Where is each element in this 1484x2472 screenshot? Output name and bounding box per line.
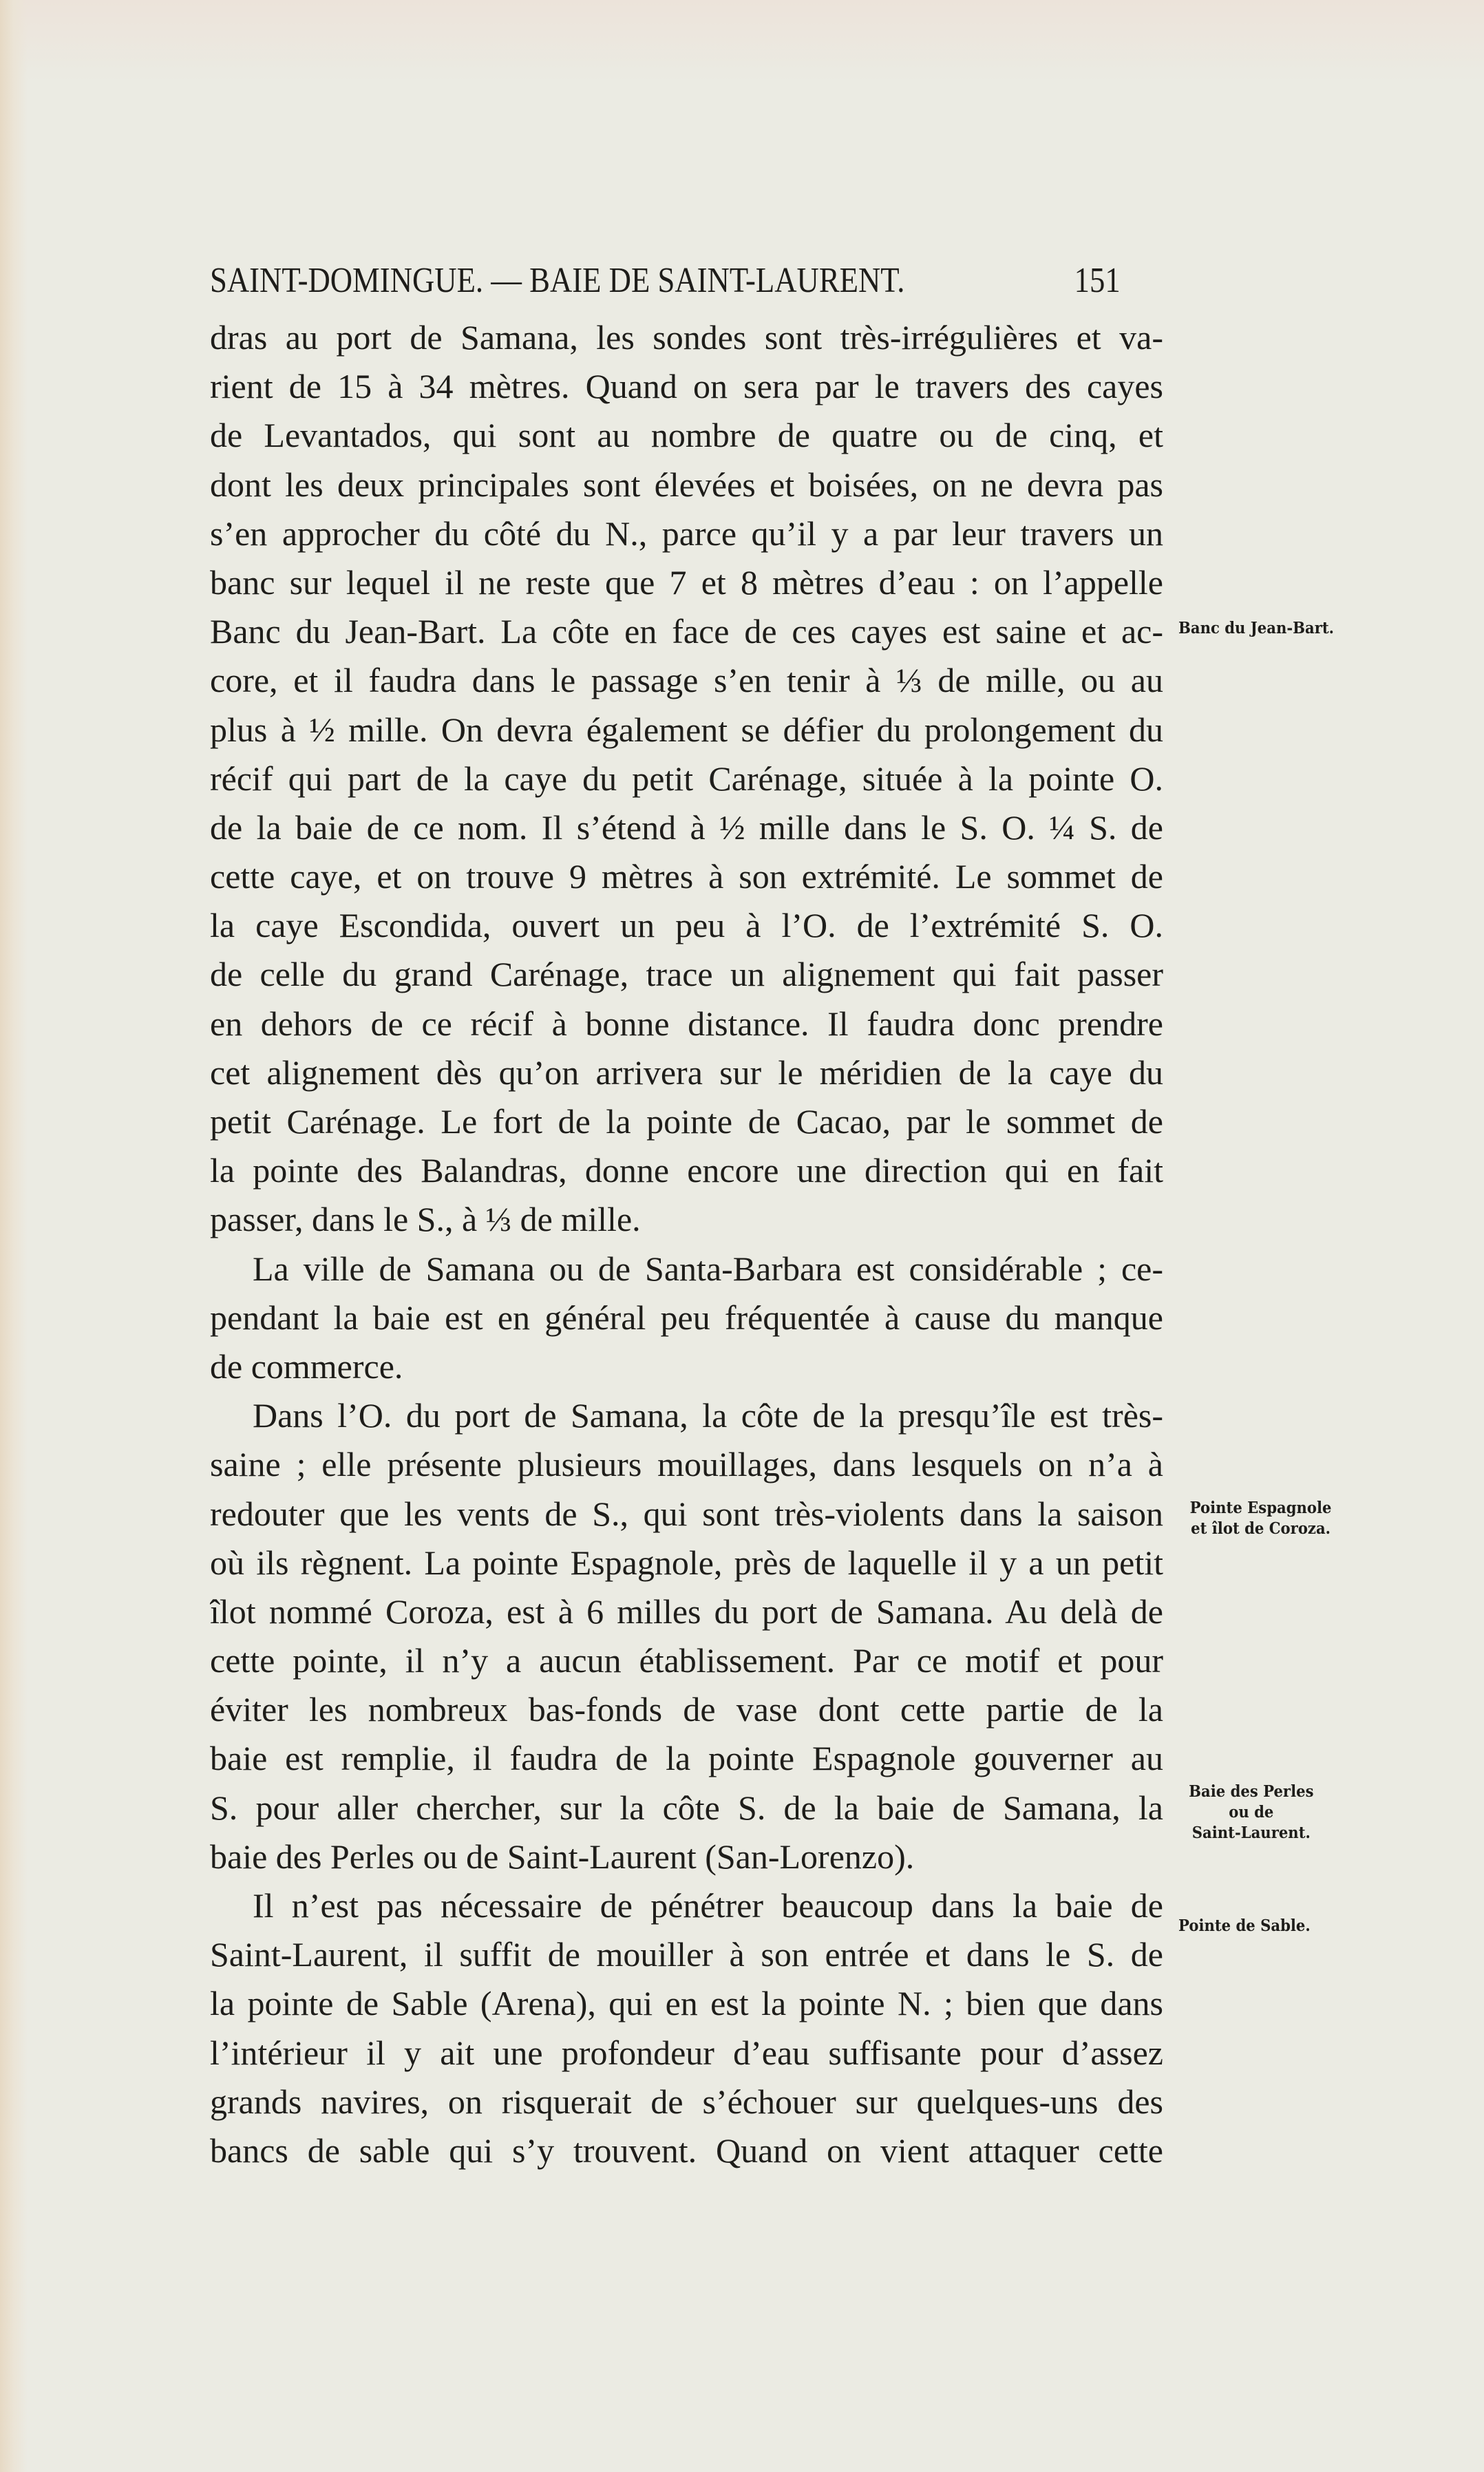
text-line	[210, 803, 1163, 852]
text-line-content: la pointe des Balandras, donne encore une direction qui en fait	[210, 1151, 1163, 1190]
text-line	[210, 313, 1163, 362]
body-text	[210, 313, 1163, 2175]
text-line-content: grands navires, on risquerait de s’échouer sur quelques-uns des	[210, 2082, 1163, 2121]
text-line	[210, 509, 1163, 558]
text-line-content: de commerce.	[210, 1346, 403, 1386]
text-line	[210, 2029, 1163, 2078]
text-line-content: baie des Perles ou de Saint-Laurent (San-Lorenzo).	[210, 1837, 915, 1876]
running-head	[210, 260, 1121, 302]
text-line-content: Banc du Jean-Bart. La côte en face de ces cayes est saine et ac-	[210, 612, 1163, 651]
margin-note-line: Baie des Perles	[1189, 1782, 1314, 1801]
margin-note-banc-du-jean-bart	[1178, 618, 1349, 639]
text-line	[210, 1000, 1163, 1048]
margin-note-line: ou de	[1229, 1803, 1274, 1821]
text-line-content: cette caye, et on trouve 9 mètres à son extrémité. Le sommet de	[210, 857, 1163, 896]
margin-note-pointe-espagnole	[1178, 1498, 1343, 1539]
text-line	[210, 1539, 1163, 1587]
text-line-content: banc sur lequel il ne reste que 7 et 8 mètres d’eau : on l’appelle	[210, 562, 1163, 602]
text-line-content: passer, dans le S., à ⅓ de mille.	[210, 1200, 641, 1239]
text-line	[210, 1930, 1163, 1979]
text-line-content: rient de 15 à 34 mètres. Quand on sera par le travers des cayes	[210, 367, 1163, 406]
text-line	[210, 411, 1163, 460]
text-line	[210, 656, 1163, 705]
margin-note-baie-des-perles	[1178, 1782, 1324, 1844]
text-line-content: plus à ½ mille. On devra également se défier du prolongement du	[210, 710, 1163, 749]
text-line-content: la pointe de Sable (Arena), qui en est la pointe N. ; bien que dans	[210, 1984, 1163, 2023]
text-line	[210, 1342, 1163, 1391]
text-line	[210, 1048, 1163, 1097]
text-line-content: baie est remplie, il faudra de la pointe Espagnole gouverner au	[210, 1739, 1163, 1778]
text-line-content: îlot nommé Coroza, est à 6 milles du port de Samana. Au delà de	[210, 1592, 1163, 1631]
text-line	[210, 362, 1163, 411]
text-line	[210, 852, 1163, 901]
text-line-content: cette pointe, il n’y a aucun établissement. Par ce motif et pour	[210, 1641, 1163, 1680]
text-line-content: où ils règnent. La pointe Espagnole, près de laquelle il y a un petit	[210, 1543, 1163, 1582]
text-line	[210, 1293, 1163, 1342]
text-line	[210, 1979, 1163, 2028]
text-line-content: Il n’est pas nécessaire de pénétrer beaucoup dans la baie de	[253, 1886, 1163, 1925]
text-line-content: saine ; elle présente plusieurs mouillages, dans lesquels on n’a à	[210, 1445, 1163, 1484]
text-line	[210, 1490, 1163, 1539]
text-line-content: bancs de sable qui s’y trouvent. Quand on vient attaquer cette	[210, 2131, 1163, 2170]
text-line	[210, 2078, 1163, 2126]
text-line-content: de Levantados, qui sont au nombre de quatre ou de cinq, et	[210, 416, 1163, 455]
paper-top-tint	[0, 0, 1484, 83]
text-line	[210, 1784, 1163, 1832]
text-line-content: core, et il faudra dans le passage s’en tenir à ⅓ de mille, ou au	[210, 661, 1163, 700]
text-line	[210, 558, 1163, 607]
text-line-content: de celle du grand Carénage, trace un alignement qui fait passer	[210, 955, 1163, 994]
page-gutter-shadow	[0, 0, 28, 2472]
text-line	[210, 2126, 1163, 2175]
text-line	[210, 1881, 1163, 1930]
text-line-content: récif qui part de la caye du petit Carénage, située à la pointe O.	[210, 759, 1163, 798]
text-line-content: redouter que les vents de S., qui sont très-violents dans la saison	[210, 1494, 1163, 1533]
text-line	[210, 1195, 1163, 1244]
text-line	[210, 950, 1163, 999]
text-line-content: dont les deux principales sont élevées et boisées, on ne devra pas	[210, 465, 1163, 504]
text-line-content: cet alignement dès qu’on arrivera sur le méridien de la caye du	[210, 1053, 1163, 1092]
text-line-content: la caye Escondida, ouvert un peu à l’O. de l’extrémité S. O.	[210, 906, 1163, 945]
page-number: 151	[1074, 261, 1121, 300]
text-line	[210, 1587, 1163, 1636]
text-line-content: S. pour aller chercher, sur la côte S. de la baie de Samana, la	[210, 1788, 1163, 1827]
text-line	[210, 1245, 1163, 1293]
text-line-content: en dehors de ce récif à bonne distance. Il faudra donc prendre	[210, 1004, 1163, 1043]
text-line-content: s’en approcher du côté du N., parce qu’il y a par leur travers un	[210, 514, 1163, 553]
text-line	[210, 1097, 1163, 1146]
text-line	[210, 1734, 1163, 1783]
text-line-content: de la baie de ce nom. Il s’étend à ½ mille dans le S. O. ¼ S. de	[210, 807, 1163, 847]
text-line-content: éviter les nombreux bas-fonds de vase dont cette partie de la	[210, 1690, 1163, 1729]
text-line	[210, 1685, 1163, 1734]
text-line	[210, 607, 1163, 656]
text-line	[210, 1146, 1163, 1195]
text-line	[210, 1440, 1163, 1489]
text-line-content: Dans l’O. du port de Samana, la côte de la presqu’île est très-	[253, 1396, 1163, 1435]
text-line-content: La ville de Samana ou de Santa-Barbara est considérable ; ce-	[253, 1249, 1163, 1288]
text-line-content: pendant la baie est en général peu fréquentée à cause du manque	[210, 1298, 1163, 1337]
text-line	[210, 1636, 1163, 1685]
text-line-content: l’intérieur il y ait une profondeur d’eau suffisante pour d’assez	[210, 2033, 1163, 2072]
text-line	[210, 1832, 1163, 1881]
margin-note-pointe-de-sable	[1178, 1916, 1324, 1936]
text-line-content: Saint-Laurent, il suffit de mouiller à son entrée et dans le S. de	[210, 1935, 1163, 1974]
text-line	[210, 901, 1163, 950]
margin-note-line: Saint-Laurent.	[1191, 1824, 1311, 1842]
text-line	[210, 461, 1163, 509]
text-line	[210, 754, 1163, 803]
margin-note-line: Pointe Espagnole	[1189, 1499, 1332, 1517]
text-line-content: dras au port de Samana, les sondes sont très-irrégulières et va-	[210, 318, 1163, 357]
text-line-content: petit Carénage. Le fort de la pointe de Cacao, par le sommet de	[210, 1102, 1163, 1141]
text-line	[210, 1391, 1163, 1440]
margin-note-line: Pointe de Sable.	[1178, 1916, 1311, 1935]
margin-note-line: et îlot de Coroza.	[1191, 1519, 1331, 1538]
running-head-title: SAINT-DOMINGUE. — BAIE DE SAINT-LAURENT.	[210, 261, 905, 300]
margin-note-line: Banc du Jean-Bart.	[1178, 619, 1335, 637]
text-line	[210, 706, 1163, 754]
